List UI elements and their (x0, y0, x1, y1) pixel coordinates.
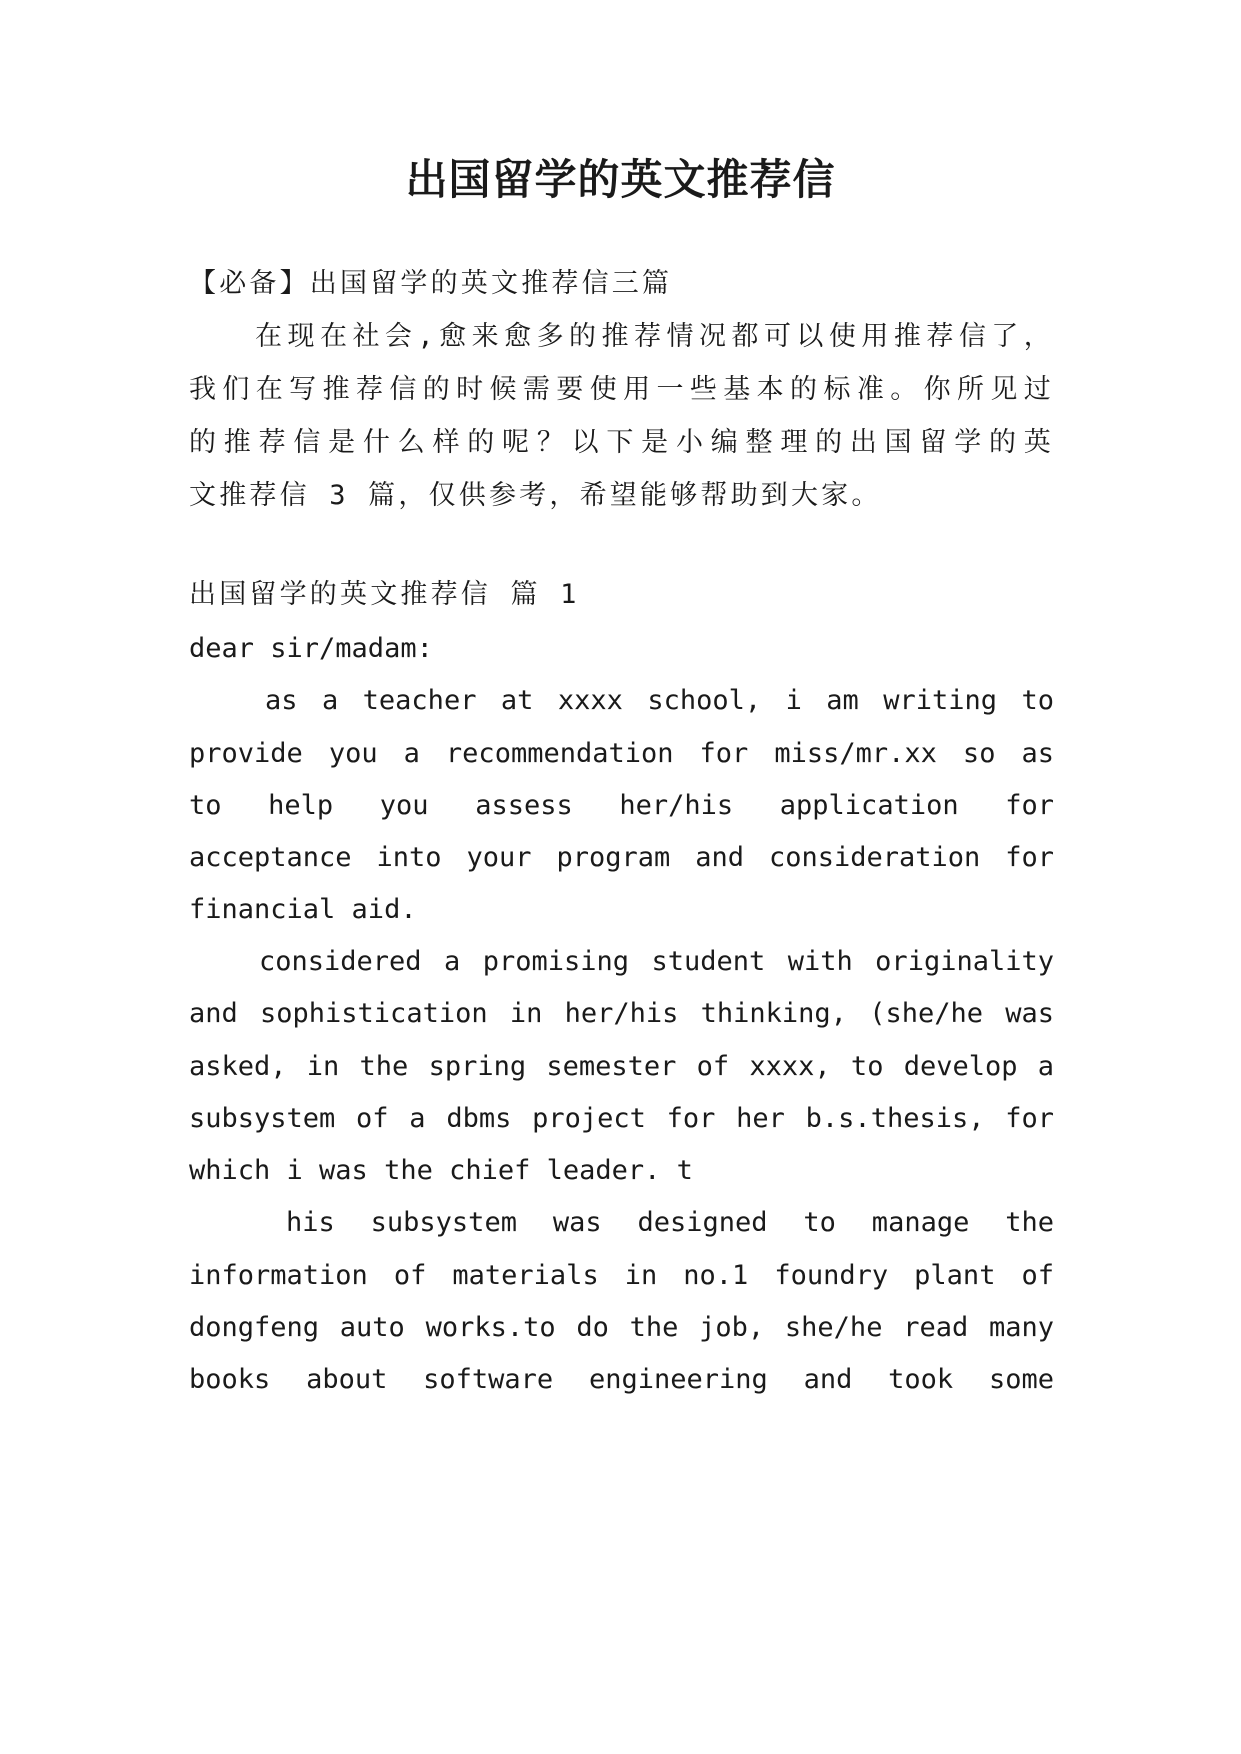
para1-line-1: as a teacher at xxxx school, i am writing to (265, 685, 1054, 716)
para2-line-5: which i was the chief leader. t (189, 1155, 693, 1186)
para1-line-5: financial aid. (189, 894, 417, 925)
document-title: 出国留学的英文推荐信 (405, 155, 836, 204)
section-heading: 出国留学的英文推荐信 篇 1 (189, 579, 580, 610)
para2-line-4: subsystem of a dbms project for her b.s.thesis, for (189, 1103, 1054, 1134)
para1-line-3: to help you assess her/his application for (189, 790, 1054, 821)
para1-line-4: acceptance into your program and consideration for (189, 842, 1054, 873)
para3-line-4: books about software engineering and took some (189, 1364, 1054, 1395)
para2-line-3: asked, in the spring semester of xxxx, to develop a (189, 1051, 1054, 1082)
para1-line-2: provide you a recommendation for miss/mr.xx so as (189, 738, 1054, 769)
intro-line-4: 文推荐信 3 篇，仅供参考，希望能够帮助到大家。 (189, 480, 882, 511)
subtitle-line: 【必备】出国留学的英文推荐信三篇 (189, 268, 673, 299)
para2-line-1: considered a promising student with originality (259, 946, 1054, 977)
intro-line-3: 的推荐信是什么样的呢？以下是小编整理的出国留学的英 (189, 427, 1054, 458)
para3-line-2: information of materials in no.1 foundry plant of (189, 1260, 1054, 1291)
para2-line-2: and sophistication in her/his thinking, (she/he was (189, 998, 1054, 1029)
intro-line-2: 我们在写推荐信的时候需要使用一些基本的标准。你所见过 (189, 374, 1054, 405)
para3-line-3: dongfeng auto works.to do the job, she/he read many (189, 1312, 1054, 1343)
intro-line-1: 在现在社会,愈来愈多的推荐情况都可以使用推荐信了， (255, 321, 1054, 352)
para3-line-1: his subsystem was designed to manage the (286, 1207, 1054, 1238)
salutation: dear sir/madam: (189, 633, 433, 664)
